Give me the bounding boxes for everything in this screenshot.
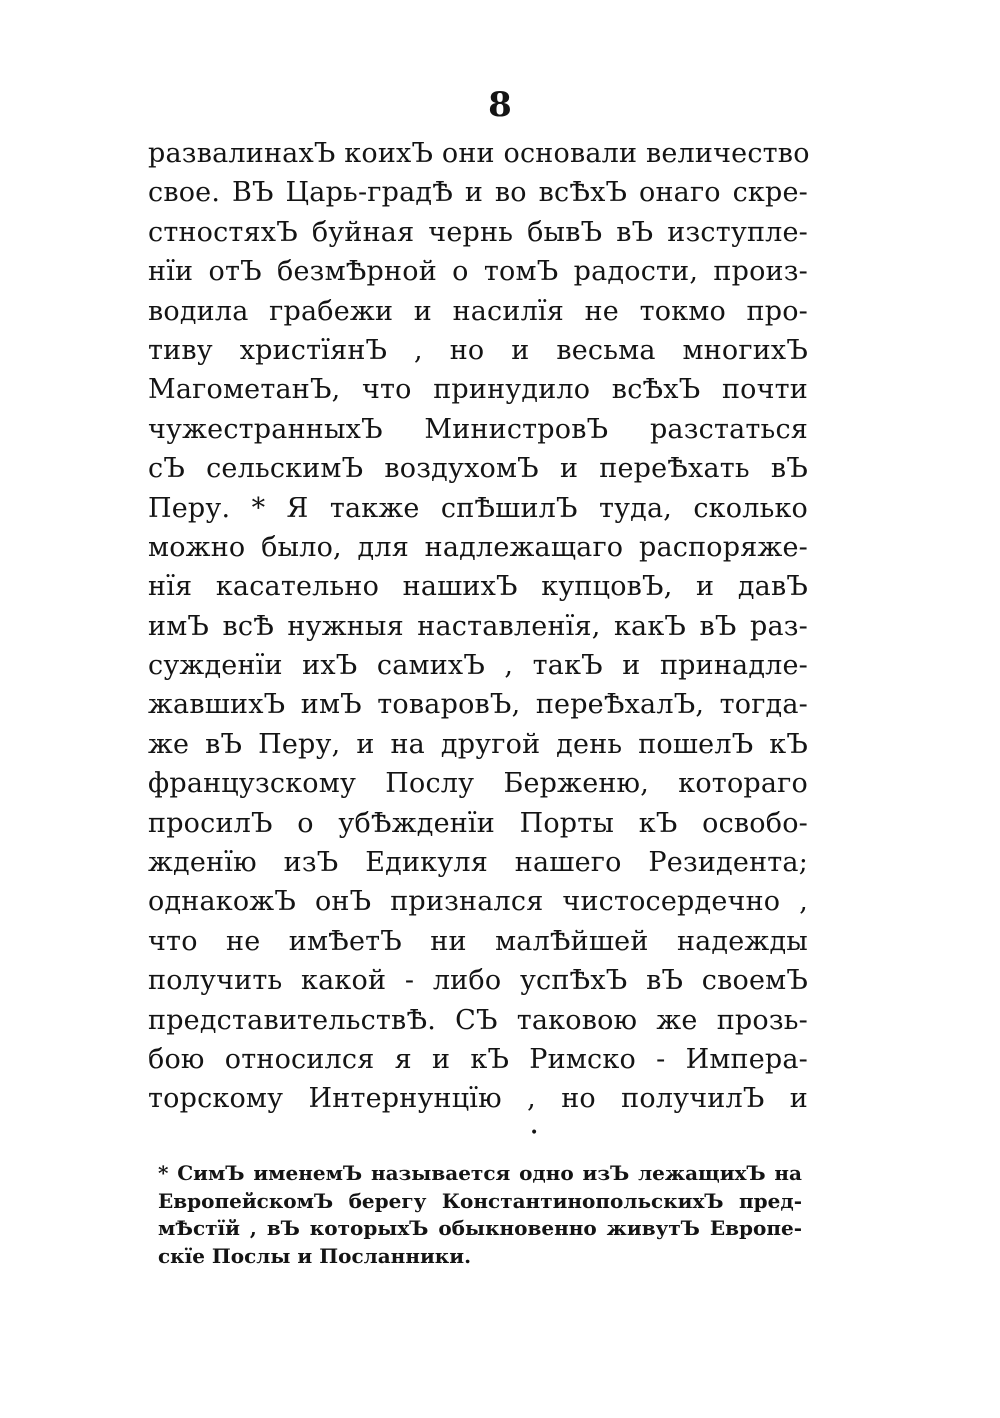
body-line: просилЪ о убѢжденїи Порты кЪ освобо-: [148, 807, 808, 839]
body-line: тиву христїянЪ , но и весьма многихЪ: [148, 334, 808, 366]
body-line: можно было, для надлежащаго распоряже-: [148, 531, 808, 563]
body-line: французскому Послу Берженю, котораго: [148, 768, 808, 800]
body-line: развалинахЪ коихЪ они основали величество: [148, 138, 810, 169]
page-number: 8: [488, 85, 512, 125]
body-line: представительствѢ. СЪ таковою же прозь-: [148, 1004, 808, 1036]
body-line: нїя касательно нашихЪ купцовЪ, и давЪ: [148, 571, 808, 603]
body-text: [148, 134, 808, 1119]
footnote: [158, 1160, 802, 1270]
body-line: сужденїи ихЪ самихЪ , такЪ и принадле-: [148, 650, 808, 682]
body-line: же вЪ Перу, и на другой день пошелЪ кЪ: [148, 728, 808, 760]
body-line: МагометанЪ, что принудило всѢхЪ почти: [148, 374, 808, 406]
body-line: получить какой - либо успѢхЪ вЪ своемЪ: [148, 965, 808, 997]
body-line: водила грабежи и насилїя не токмо про-: [148, 295, 808, 327]
body-line: Перу. * Я также спѢшилЪ туда, сколько: [148, 492, 808, 524]
body-line: имЪ всѢ нужныя наставленїя, какЪ вЪ раз-: [148, 610, 808, 642]
body-line: стностяхЪ буйная чернь бывЪ вЪ изступле-: [148, 216, 808, 248]
body-line: торскому Интернунцїю , но получилЪ и: [148, 1083, 808, 1115]
footnote-line: ЕвропейскомЪ берегу КонстантинопольскихЪ пред-: [158, 1188, 802, 1213]
footnote-line: * СимЪ именемЪ называется одно изЪ лежащихЪ на: [158, 1161, 802, 1185]
body-line: свое. ВЪ Царь-градѢ и во всѢхЪ онаго скре-: [148, 177, 808, 209]
body-line: сЪ сельскимЪ воздухомЪ и перeѢхать вЪ: [148, 453, 808, 485]
body-line: бою относился я и кЪ Римско - Импера-: [148, 1043, 808, 1075]
body-line: однакожЪ онЪ признался чистосердечно ,: [148, 886, 808, 918]
body-line: что не имѢетЪ ни малѢйшей надежды: [148, 925, 808, 957]
ink-speck: •: [530, 1125, 539, 1141]
body-line: жденїю изЪ Едикуля нашего Резидента;: [148, 847, 808, 879]
footnote-line: мѢстїй , вЪ которыхЪ обыкновенно живутЪ Европе-: [158, 1216, 802, 1240]
footnote-line: скїе Послы и Посланники.: [158, 1243, 472, 1268]
body-line: нїи отЪ безмѢрной о томЪ радости, произ-: [148, 256, 808, 288]
body-line: жавшихЪ имЪ товаровЪ, перeѢхалЪ, тогда-: [148, 689, 808, 721]
body-line: чужестранныхЪ МинистровЪ разстаться: [148, 413, 808, 445]
